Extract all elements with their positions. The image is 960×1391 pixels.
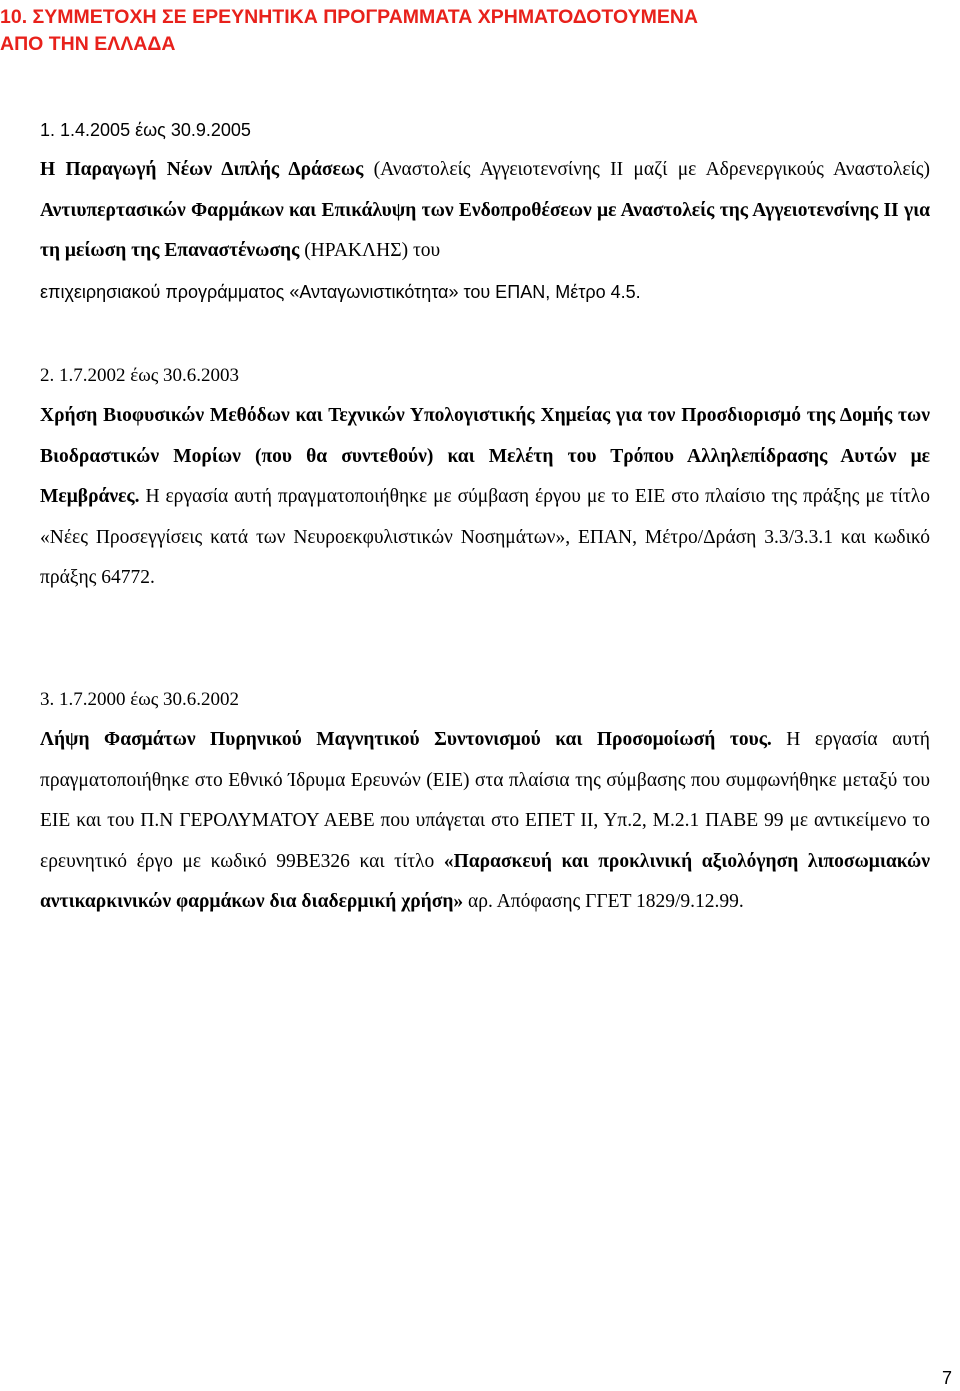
section-heading-line-2: ΑΠΟ ΤΗΝ ΕΛΛΑΔΑ bbox=[0, 33, 176, 55]
research-entry-3 bbox=[40, 686, 930, 923]
entry-3-title: Λήψη Φασμάτων Πυρηνικού Μαγνητικού Συντονισμού και Προσομοίωσή τους. bbox=[40, 729, 772, 750]
entry-1-description bbox=[40, 150, 930, 313]
entry-1-text-part-2: (ΗΡΑΚΛΗΣ) του bbox=[299, 240, 441, 261]
section-heading-line-1: 10. ΣΥΜΜΕΤΟΧΗ ΣΕ ΕΡΕΥΝΗΤΙΚΑ ΠΡΟΓΡΑΜΜΑΤΑ ΧΡΗΜΑΤΟΔΟΤΟΥΜΕΝΑ bbox=[0, 6, 698, 28]
entry-3-project-title: «Παρασκευή και προκλινική αξιολόγηση λιποσωμιακών αντικαρκινικών φαρμάκων δια διαδερμική χρήση» bbox=[40, 850, 930, 912]
section-heading bbox=[0, 4, 950, 58]
entry-3-date: 3. 1.7.2000 έως 30.6.2002 bbox=[40, 689, 240, 710]
entry-3-text-part-1: Η εργασία αυτή πραγματοποιήθηκε στο Εθνικό Ίδρυμα Ερευνών (ΕΙΕ) στα πλαίσια της σύμβασης που συμφωνήθηκε μεταξύ του ΕΙΕ και του Π.Ν ΓΕΡΟΛΥΜΑΤΟΥ ΑΕΒΕ που υπάγεται στο ΕΠΕΤ ΙΙ, Υπ.2, Μ.2.1 ΠΑΒΕ 99 με αντικείμενο το ερευνητικό έργο με κωδικό 99ΒΕ326 και τίτλο bbox=[40, 729, 930, 872]
entry-1-date: 1. 1.4.2005 έως 30.9.2005 bbox=[40, 120, 251, 140]
entry-1-title-part-1: Η Παραγωγή Νέων Διπλής Δράσεως bbox=[40, 159, 364, 180]
research-entry-1 bbox=[40, 116, 930, 313]
entry-2-description bbox=[40, 396, 930, 599]
page-number: 7 bbox=[941, 1368, 952, 1388]
entry-1-title-part-2: Αντιυπερτασικών Φαρμάκων και Επικάλυψη των Ενδοπροθέσεων με Αναστολείς της Αγγειοτενσίνης ΙΙ για τη μείωση της Επαναστένωσης bbox=[40, 199, 930, 261]
research-entry-2 bbox=[40, 362, 930, 599]
entry-3-description bbox=[40, 720, 930, 923]
entry-3-text-part-2: αρ. Απόφασης ΓΓΕΤ 1829/9.12.99. bbox=[463, 891, 744, 912]
entry-2-text: Η εργασία αυτή πραγματοποιήθηκε με σύμβαση έργου με το ΕΙΕ στο πλαίσιο της πράξης με τίτλο «Νέες Προσεγγίσεις κατά των Νευροεκφυλιστικών Νοσημάτων», ΕΠΑΝ, Μέτρο/Δράση 3.3/3.3.1 και κωδικό πράξης 64772. bbox=[40, 486, 930, 588]
entry-1-text-part-1: (Αναστολείς Αγγειοτενσίνης ΙΙ μαζί με Αδρενεργικούς Αναστολείς) bbox=[363, 159, 930, 180]
entry-2-date: 2. 1.7.2002 έως 30.6.2003 bbox=[40, 365, 240, 386]
entry-1-text-part-3: επιχειρησιακού προγράμματος «Ανταγωνιστικότητα» του ΕΠΑΝ, Μέτρο 4.5. bbox=[40, 281, 641, 302]
entry-2-title: Χρήση Βιοφυσικών Μεθόδων και Τεχνικών Υπολογιστικής Χημείας για τον Προσδιορισμό της Δομής των Βιοδραστικών Μορίων (που θα συντεθούν) και Μελέτη του Τρόπου Αλληλεπίδρασης Αυτών με Μεμβράνες. bbox=[40, 405, 930, 507]
